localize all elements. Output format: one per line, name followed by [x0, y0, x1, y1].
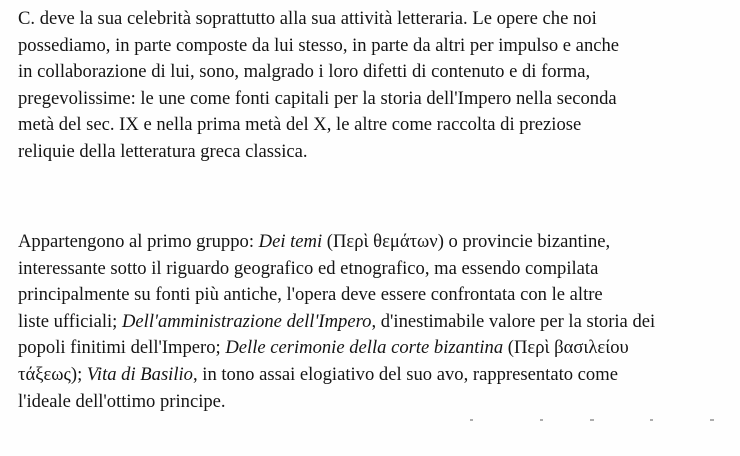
text-run: , in tono assai elogiativo del suo avo, rappresentato come [192, 363, 618, 385]
text-line: principalmente su fonti più antiche, l'opera deve essere confrontata con le altre [18, 284, 603, 306]
text-line [18, 362, 730, 389]
text-run: Appartengono al primo gruppo: [18, 231, 259, 252]
scan-artifact-specks [470, 419, 730, 425]
text-line: in collaborazione di lui, sono, malgrado i loro difetti di contenuto e di forma, [18, 61, 591, 83]
work-title-italic: Vita di Basilio [86, 363, 193, 385]
text-line: pregevolissime: le une come fonti capitali per la storia dell'Impero nella seconda [18, 87, 617, 109]
scan-speck [650, 419, 653, 421]
text-run: , d'inestimabile valore per la storia dei [371, 310, 656, 332]
text-line [18, 309, 730, 336]
scan-speck [710, 419, 714, 421]
text-line: l'ideale dell'ottimo principe. [18, 390, 226, 412]
text-line: possediamo, in parte composte da lui stesso, in parte da altri per impulso e anche [18, 34, 620, 56]
text-run: τάξεως); [18, 363, 87, 385]
scan-speck [470, 419, 473, 421]
work-title-italic: Dell'amministrazione dell'Impero [121, 310, 372, 332]
text-run: popoli finitimi dell'Impero; [18, 337, 226, 359]
work-title-italic: Delle cerimonie della corte bizantina [225, 337, 504, 359]
text-line [18, 229, 730, 256]
text-line: metà del sec. IX e nella prima metà del X, le altre come raccolta di preziose [18, 114, 582, 136]
text-line: C. deve la sua celebrità soprattutto alla sua attività letteraria. Le opere che noi [18, 8, 597, 29]
paragraph-1 [18, 6, 730, 166]
text-line [18, 335, 730, 362]
text-line: interessante sotto il riguardo geografico ed etnografico, ma essendo compilata [18, 257, 599, 279]
text-line: reliquie della letteratura greca classica. [18, 140, 308, 162]
text-run: liste ufficiali; [18, 310, 122, 332]
work-title-italic: Dei temi [258, 231, 323, 252]
text-run: (Περὶ θεμάτων) o provincie bizantine, [322, 231, 611, 252]
paragraph-2 [18, 229, 730, 415]
scan-speck [590, 419, 594, 421]
text-run: (Περὶ βασιλείου [503, 337, 629, 359]
scan-speck [540, 419, 543, 421]
